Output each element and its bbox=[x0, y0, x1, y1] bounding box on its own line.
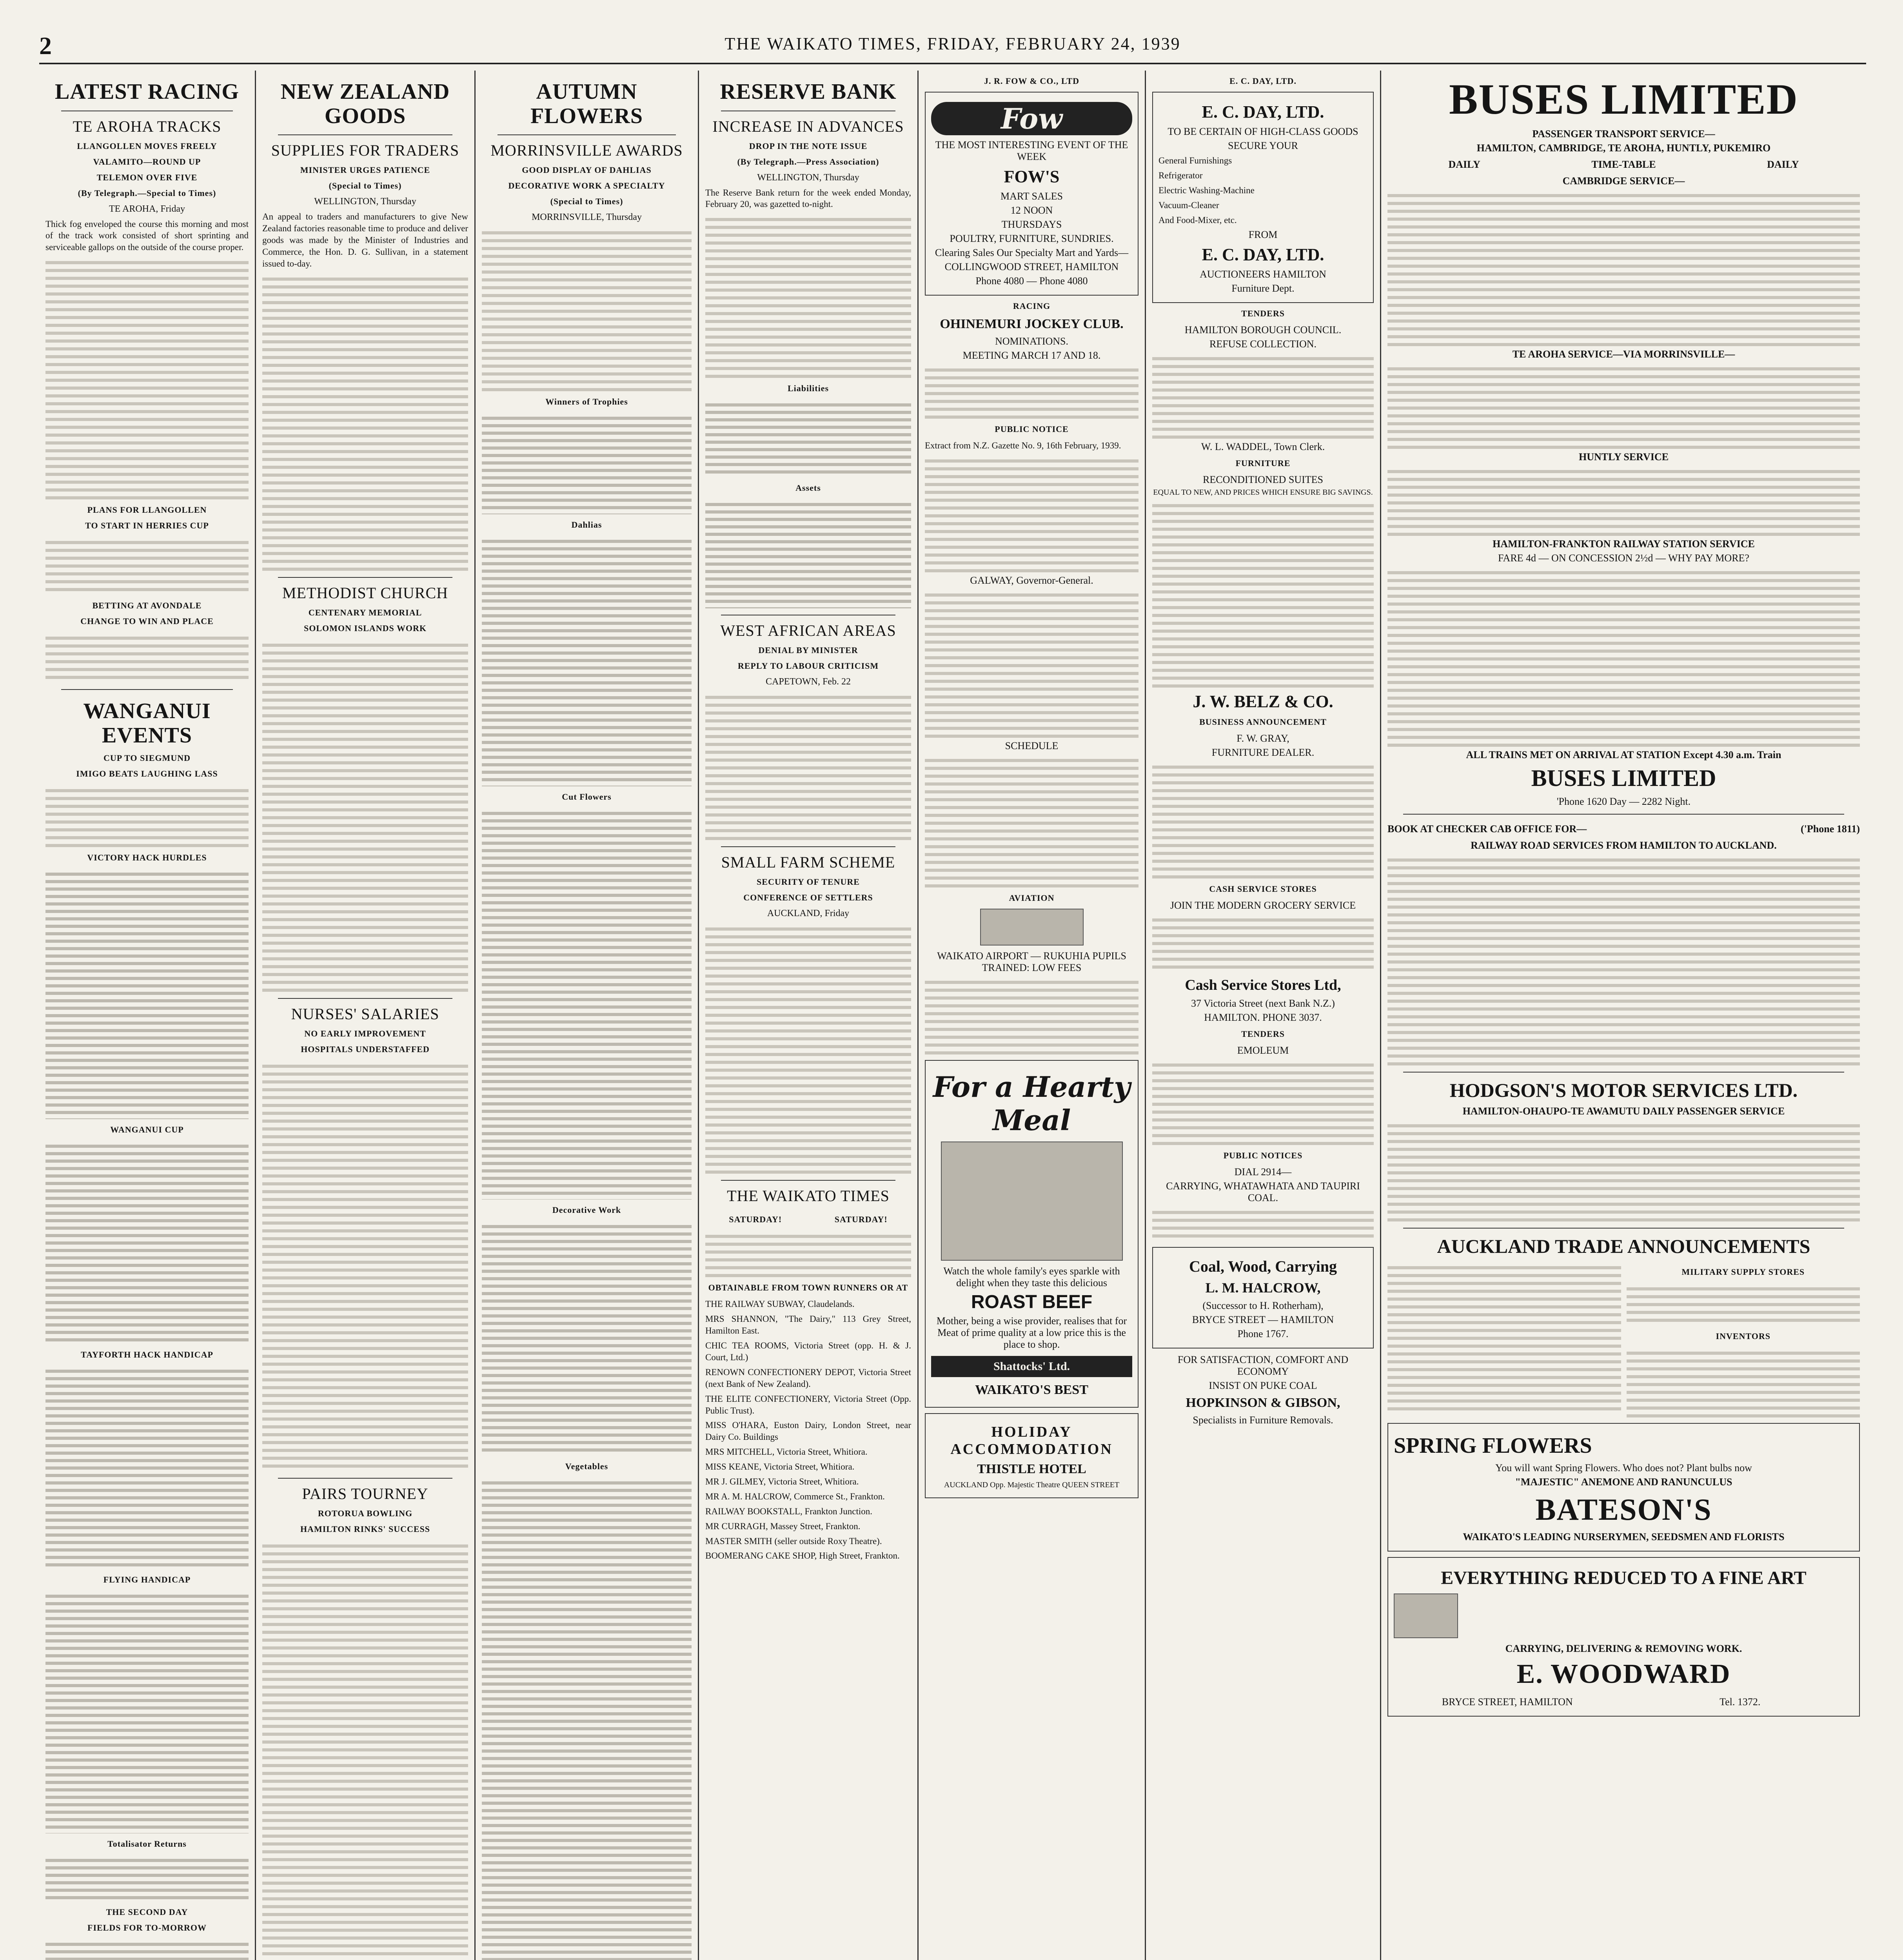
classified-filler bbox=[1627, 1347, 1860, 1417]
ad-text: AUCTIONEERS HAMILTON bbox=[1200, 269, 1326, 280]
fow-logo: Fow bbox=[931, 102, 1132, 135]
ad-text: DAILY bbox=[1767, 159, 1799, 170]
subhead: SOLOMON ISLANDS WORK bbox=[304, 623, 427, 633]
classified-filler bbox=[1387, 1261, 1621, 1410]
ad-text: SECURE YOUR bbox=[1228, 140, 1298, 151]
saturday-label: SATURDAY! bbox=[729, 1214, 782, 1225]
divider bbox=[498, 134, 676, 135]
section-label: MILITARY SUPPLY STORES bbox=[1681, 1267, 1805, 1277]
agent-item: RENOWN CONFECTIONERY DEPOT, Victoria Street (next Bank of New Zealand). bbox=[705, 1367, 911, 1389]
agent-item: MRS MITCHELL, Victoria Street, Whitiora. bbox=[705, 1447, 868, 1457]
council-name: HAMILTON BOROUGH COUNCIL. bbox=[1184, 324, 1342, 336]
listing-filler bbox=[1152, 1059, 1374, 1145]
newspaper-title: THE WAIKATO TIMES, FRIDAY, FEBRUARY 24, 1939 bbox=[725, 34, 1181, 53]
service-title: HAMILTON-FRANKTON RAILWAY STATION SERVICE bbox=[1493, 538, 1755, 550]
results-filler bbox=[45, 1855, 249, 1902]
headline-small-farm: SMALL FARM SCHEME bbox=[721, 853, 895, 871]
classified-columns bbox=[1387, 1261, 1860, 1417]
woodward-logo: E. WOODWARD bbox=[1516, 1659, 1731, 1689]
ad-title: ROAST BEEF bbox=[971, 1291, 1093, 1312]
results-filler bbox=[45, 1365, 249, 1569]
credit: (By Telegraph.—Special to Times) bbox=[78, 188, 216, 198]
subhead: HAMILTON RINKS' SUCCESS bbox=[300, 1524, 430, 1534]
ad-text: Phone 1767. bbox=[1237, 1328, 1289, 1340]
subhead: TAYFORTH HACK HANDICAP bbox=[81, 1350, 213, 1360]
ad-text: HAMILTON. PHONE 3037. bbox=[1204, 1012, 1322, 1024]
results-filler bbox=[482, 1477, 692, 1960]
subhead: VALAMITO—ROUND UP bbox=[93, 156, 201, 167]
headline-morrinsville: MORRINSVILLE AWARDS bbox=[490, 142, 683, 160]
column-nz-goods bbox=[255, 71, 474, 1960]
ad-text: WAIKATO AIRPORT — RUKUHIA PUPILS TRAINED: LOW FEES bbox=[937, 950, 1126, 973]
subhead: TELEMON OVER FIVE bbox=[96, 172, 198, 182]
agent-item: MR J. GILMEY, Victoria Street, Whitiora. bbox=[705, 1476, 859, 1486]
ad-text: Phone 4080 — Phone 4080 bbox=[975, 275, 1088, 287]
ad-text: BRYCE STREET, HAMILTON bbox=[1442, 1696, 1573, 1708]
section-label: PUBLIC NOTICE bbox=[995, 424, 1069, 434]
headline-latest-racing: LATEST RACING bbox=[55, 80, 239, 104]
article-paragraph: An appeal to traders and manufacturers to give New Zealand factories reasonable time to produce and deliver goods was made by the Minister of Industries and Commerce, the Hon. D. G. Sullivan, in a statement issued to-day. bbox=[262, 212, 468, 269]
divider bbox=[721, 846, 895, 847]
shattocks-logo: Shattocks' Ltd. bbox=[931, 1356, 1132, 1377]
results-filler bbox=[482, 808, 692, 1200]
subhead: DECORATIVE WORK A SPECIALTY bbox=[508, 181, 665, 191]
ad-text: 'Phone 1620 Day — 2282 Night. bbox=[1556, 796, 1691, 807]
section-label: CASH SERVICE STORES bbox=[1209, 884, 1317, 894]
ad-title: L. M. HALCROW, bbox=[1205, 1280, 1321, 1296]
removal-van-illustration bbox=[1394, 1593, 1458, 1638]
results-filler bbox=[482, 535, 692, 786]
ad-text: THURSDAYS bbox=[1001, 219, 1062, 230]
ad-text: Furniture Dept. bbox=[1231, 283, 1295, 294]
dateline: MORRINSVILLE, Thursday bbox=[532, 212, 642, 223]
headline-nz-goods: NEW ZEALAND GOODS bbox=[280, 80, 450, 128]
agent-item: MASTER SMITH (seller outside Roxy Theatre). bbox=[705, 1536, 882, 1546]
service-title: TE AROHA SERVICE—VIA MORRINSVILLE— bbox=[1512, 348, 1735, 360]
section-label: AVIATION bbox=[1009, 893, 1055, 903]
headline-west-african: WEST AFRICAN AREAS bbox=[720, 622, 896, 640]
subhead: DROP IN THE NOTE ISSUE bbox=[749, 141, 868, 151]
article-body-filler bbox=[262, 1540, 468, 1960]
ad-text: Mother, being a wise provider, realises that for Meat of prime quality at a low price this is the place to shop. bbox=[936, 1315, 1127, 1350]
subhead: CONFERENCE OF SETTLERS bbox=[743, 893, 873, 903]
credit: (By Telegraph.—Press Association) bbox=[737, 156, 879, 167]
subhead: MINISTER URGES PATIENCE bbox=[300, 165, 430, 175]
ad-title: SPRING FLOWERS bbox=[1394, 1434, 1592, 1458]
credit: (Special to Times) bbox=[550, 196, 623, 207]
table-filler bbox=[705, 399, 911, 477]
signature: W. L. WADDEL, Town Clerk. bbox=[1201, 441, 1325, 453]
section-label: FURNITURE bbox=[1235, 458, 1291, 468]
subhead: Winners of Trophies bbox=[545, 397, 628, 407]
ad-item: General Furnishings bbox=[1159, 156, 1232, 165]
subhead: Totalisator Returns bbox=[107, 1839, 187, 1849]
ad-title: DIAL 2914— bbox=[1234, 1166, 1292, 1178]
subhead: WANGANUI CUP bbox=[110, 1125, 184, 1135]
subhead: SECURITY OF TENURE bbox=[757, 877, 860, 887]
subhead: DENIAL BY MINISTER bbox=[758, 645, 858, 655]
section-label: INVENTORS bbox=[1716, 1331, 1770, 1341]
subhead: Assets bbox=[795, 483, 821, 493]
timetable-header bbox=[1387, 156, 1860, 173]
column-buses bbox=[1380, 71, 1866, 1960]
agent-item: THE RAILWAY SUBWAY, Claudelands. bbox=[705, 1299, 855, 1309]
article-body-filler bbox=[705, 1230, 911, 1277]
listing-filler bbox=[1152, 761, 1374, 878]
timetable-filler bbox=[1387, 189, 1860, 346]
divider bbox=[721, 1180, 895, 1181]
subhead: GOOD DISPLAY OF DAHLIAS bbox=[522, 165, 652, 175]
hotel-address: AUCKLAND Opp. Majestic Theatre QUEEN STREET bbox=[944, 1480, 1120, 1489]
ad-headline: For a Hearty Meal bbox=[933, 1070, 1131, 1137]
buses-logo: BUSES LIMITED bbox=[1531, 765, 1716, 791]
batesons-ad bbox=[1387, 1423, 1860, 1552]
article-paragraph: The Reserve Bank return for the week ended Monday, February 20, was gazetted to-night. bbox=[705, 187, 911, 209]
ad-text: WAIKATO'S LEADING NURSERYMEN, SEEDSMEN AND FLORISTS bbox=[1463, 1531, 1785, 1543]
section-title: AUCKLAND TRADE ANNOUNCEMENTS bbox=[1437, 1235, 1810, 1257]
agent-item: RAILWAY BOOKSTALL, Frankton Junction. bbox=[705, 1506, 872, 1516]
article-body-filler bbox=[705, 213, 911, 378]
timetable-filler bbox=[1387, 854, 1860, 1065]
results-filler bbox=[45, 1590, 249, 1833]
dateline: AUCKLAND, Friday bbox=[767, 908, 850, 919]
agent-item: THE ELITE CONFECTIONERY, Victoria Street (Opp. Public Trust). bbox=[705, 1394, 911, 1416]
ad-text: ALL TRAINS MET ON ARRIVAL AT STATION Except 4.30 a.m. Train bbox=[1466, 749, 1781, 760]
ad-text: BRYCE STREET — HAMILTON bbox=[1192, 1314, 1334, 1326]
column-racing bbox=[39, 71, 255, 1960]
article-body-filler bbox=[45, 632, 249, 683]
headline-wanganui-events: WANGANUI EVENTS bbox=[83, 699, 211, 748]
article-body-filler bbox=[45, 256, 249, 499]
ad-label: J. R. FOW & CO., LTD bbox=[984, 76, 1080, 86]
subhead: NO EARLY IMPROVEMENT bbox=[304, 1028, 426, 1038]
agent-item: MISS KEANE, Victoria Street, Whitiora. bbox=[705, 1462, 855, 1472]
ad-text: TIME-TABLE bbox=[1591, 159, 1656, 170]
classified-left bbox=[1387, 1261, 1621, 1417]
ad-text: "MAJESTIC" ANEMONE AND RANUNCULUS bbox=[1515, 1476, 1732, 1488]
subhead: CHANGE TO WIN AND PLACE bbox=[80, 616, 214, 626]
results-filler bbox=[482, 1221, 692, 1456]
ad-text: POULTRY, FURNITURE, SUNDRIES. bbox=[950, 233, 1114, 244]
subhead: HOSPITALS UNDERSTAFFED bbox=[301, 1044, 430, 1054]
ad-title: EMOLEUM bbox=[1237, 1045, 1289, 1056]
section-label: RACING bbox=[1013, 301, 1051, 311]
notice-filler bbox=[1152, 352, 1374, 439]
divider bbox=[1403, 1072, 1844, 1073]
section-label: TENDERS bbox=[1241, 309, 1285, 319]
batesons-logo: BATESON'S bbox=[1535, 1492, 1712, 1526]
ad-text: You will want Spring Flowers. Who does not? Plant bulbs now bbox=[1495, 1462, 1752, 1474]
woodward-footer bbox=[1394, 1694, 1854, 1710]
ad-title: F. W. GRAY, bbox=[1237, 733, 1289, 744]
page-number: 2 bbox=[39, 32, 52, 60]
ec-day-ad bbox=[1152, 92, 1374, 303]
article-body-filler bbox=[262, 273, 468, 571]
subhead: LLANGOLLEN MOVES FREELY bbox=[77, 141, 217, 151]
divider bbox=[278, 134, 452, 135]
ad-text: COLLINGWOOD STREET, HAMILTON bbox=[944, 261, 1119, 272]
subhead: VICTORY HACK HURDLES bbox=[87, 853, 207, 863]
subhead: BETTING AT AVONDALE bbox=[92, 601, 202, 611]
subhead: PLANS FOR LLANGOLLEN bbox=[87, 505, 207, 515]
article-body-filler bbox=[482, 227, 692, 391]
ad-title: E. C. DAY, LTD. bbox=[1202, 245, 1324, 265]
checker-header bbox=[1387, 821, 1860, 837]
section-label: PUBLIC NOTICES bbox=[1223, 1151, 1303, 1161]
listing-filler bbox=[1152, 1206, 1374, 1241]
dateline: WELLINGTON, Thursday bbox=[314, 196, 416, 207]
article-body-filler bbox=[45, 784, 249, 847]
club-name: OHINEMURI JOCKEY CLUB. bbox=[940, 317, 1124, 331]
ad-title: Coal, Wood, Carrying bbox=[1189, 1258, 1337, 1276]
ad-text: FROM bbox=[1248, 229, 1278, 241]
listing-filler bbox=[1152, 914, 1374, 973]
shattocks-ad bbox=[925, 1060, 1139, 1408]
holiday-ad bbox=[925, 1413, 1139, 1498]
subhead: OBTAINABLE FROM TOWN RUNNERS OR AT bbox=[708, 1283, 908, 1293]
divider bbox=[278, 998, 452, 999]
ad-text: BOOK AT CHECKER CAB OFFICE FOR— bbox=[1387, 823, 1587, 835]
subhead: REPLY TO LABOUR CRITICISM bbox=[737, 661, 879, 671]
article-paragraph: Thick fog enveloped the course this morning and most of the track work consisted of short sprinting and serviceable gallops on the outside of the course proper. bbox=[45, 219, 249, 252]
saturday-label: SATURDAY! bbox=[834, 1214, 888, 1225]
ad-text: ('Phone 1811) bbox=[1801, 823, 1860, 835]
ad-title: Cash Service Stores Ltd, bbox=[1185, 977, 1341, 994]
ad-text: EQUAL TO NEW, AND PRICES WHICH ENSURE BIG SAVINGS. bbox=[1153, 488, 1373, 497]
ad-text: (Successor to H. Rotherham), bbox=[1202, 1300, 1324, 1312]
ad-text: THE MOST INTERESTING EVENT OF THE WEEK bbox=[935, 139, 1128, 162]
ad-text: Tel. 1372. bbox=[1720, 1696, 1761, 1708]
article-body-filler bbox=[262, 1060, 468, 1472]
agent-item: MRS SHANNON, "The Dairy," 113 Grey Street, Hamilton East. bbox=[705, 1314, 911, 1336]
results-filler bbox=[482, 412, 692, 514]
subhead: Liabilities bbox=[787, 383, 829, 394]
agent-item: MR CURRAGH, Massey Street, Frankton. bbox=[705, 1521, 861, 1531]
halcrow-ad bbox=[1152, 1247, 1374, 1348]
ad-item: Refrigerator bbox=[1159, 170, 1203, 180]
agent-item: MISS O'HARA, Euston Dairy, London Street, near Dairy Co. Buildings bbox=[705, 1420, 911, 1442]
ad-title: J. W. BELZ & CO. bbox=[1193, 692, 1333, 711]
subhead: CENTENARY MEMORIAL bbox=[308, 607, 422, 617]
subhead: Vegetables bbox=[565, 1461, 608, 1472]
ad-text: RAILWAY ROAD SERVICES FROM HAMILTON TO AUCKLAND. bbox=[1471, 840, 1777, 851]
article-body-filler bbox=[262, 639, 468, 992]
section-label: BUSINESS ANNOUNCEMENT bbox=[1199, 717, 1327, 727]
headline-waikato-times: THE WAIKATO TIMES bbox=[727, 1187, 890, 1205]
ad-text: 37 Victoria Street (next Bank N.Z.) bbox=[1191, 998, 1335, 1009]
table-filler bbox=[705, 499, 911, 608]
classified-filler bbox=[1627, 1283, 1860, 1326]
results-filler bbox=[45, 1938, 249, 1960]
ad-text: MART SALES bbox=[1000, 191, 1063, 202]
section-label: TENDERS bbox=[1241, 1029, 1285, 1039]
credit: (Special to Times) bbox=[329, 181, 402, 191]
ad-text: Watch the whole family's eyes sparkle with delight when they taste this delicious bbox=[943, 1265, 1120, 1289]
ad-text: 12 NOON bbox=[1010, 205, 1053, 216]
ad-text: FARE 4d — ON CONCESSION 2½d — WHY PAY MORE? bbox=[1498, 552, 1749, 564]
masthead bbox=[39, 27, 1866, 64]
ad-text: Specialists in Furniture Removals. bbox=[1193, 1414, 1333, 1426]
column-reserve-bank bbox=[698, 71, 917, 1960]
subhead: CUP TO SIEGMUND bbox=[103, 753, 191, 763]
aero-logo bbox=[980, 909, 1084, 946]
subhead: TO START IN HERRIES CUP bbox=[85, 521, 209, 531]
service-title: CAMBRIDGE SERVICE— bbox=[1562, 175, 1685, 187]
ad-title: EVERYTHING REDUCED TO A FINE ART bbox=[1441, 1568, 1807, 1588]
headline-pairs-tourney: PAIRS TOURNEY bbox=[302, 1485, 429, 1503]
headline-increase-advances: INCREASE IN ADVANCES bbox=[712, 117, 904, 135]
timetable-filler bbox=[1387, 363, 1860, 449]
agent-item: CHIC TEA ROOMS, Victoria Street (opp. H. & J. Court, Ltd.) bbox=[705, 1341, 911, 1362]
column-fow bbox=[917, 71, 1145, 1960]
subhead: THE SECOND DAY bbox=[106, 1907, 188, 1917]
ad-text: Clearing Sales Our Specialty Mart and Yards— bbox=[935, 247, 1129, 258]
subhead: Decorative Work bbox=[552, 1205, 621, 1215]
ad-item: Electric Washing-Machine bbox=[1159, 185, 1255, 195]
headline-te-aroha: TE AROHA TRACKS bbox=[73, 117, 222, 135]
ad-text: INSIST ON PUKE COAL bbox=[1209, 1380, 1317, 1392]
divider bbox=[1403, 1228, 1844, 1229]
article-body-filler bbox=[45, 536, 249, 595]
subhead: FIELDS FOR TO-MORROW bbox=[87, 1923, 207, 1933]
headline-methodist: METHODIST CHURCH bbox=[282, 584, 449, 602]
listing-filler bbox=[1152, 499, 1374, 688]
schedule-title: SCHEDULE bbox=[1005, 740, 1059, 751]
ad-text: HAMILTON, CAMBRIDGE, TE AROHA, HUNTLY, PUKEMIRO bbox=[1476, 142, 1771, 154]
woodward-ad bbox=[1387, 1557, 1860, 1717]
notice-filler bbox=[925, 589, 1139, 738]
service-title: HUNTLY SERVICE bbox=[1578, 451, 1669, 463]
divider bbox=[1403, 814, 1844, 815]
saturday-row bbox=[705, 1209, 911, 1230]
signature: GALWAY, Governor-General. bbox=[970, 574, 1093, 586]
timetable-filler bbox=[1387, 566, 1860, 747]
ad-item: And Food-Mixer, etc. bbox=[1159, 215, 1237, 225]
divider bbox=[278, 1478, 452, 1479]
gazette-extract: Extract from N.Z. Gazette No. 9, 16th February, 1939. bbox=[925, 441, 1121, 450]
fow-ad bbox=[925, 92, 1139, 296]
ad-text: JOIN THE MODERN GROCERY SERVICE bbox=[1170, 900, 1356, 911]
headline-reserve-bank: RESERVE BANK bbox=[720, 80, 897, 104]
ad-text: CARRYING, DELIVERING & REMOVING WORK. bbox=[1505, 1643, 1742, 1654]
notice-filler bbox=[925, 754, 1139, 887]
column-autumn-flowers bbox=[474, 71, 698, 1960]
timetable-filler bbox=[1387, 1120, 1860, 1221]
hotel-name: THISTLE HOTEL bbox=[977, 1461, 1086, 1476]
ad-title: E. C. DAY, LTD. bbox=[1202, 102, 1324, 122]
ad-title: FOW'S bbox=[1004, 167, 1060, 186]
article-body-filler bbox=[705, 691, 911, 840]
ad-text: FOR SATISFACTION, COMFORT AND ECONOMY bbox=[1177, 1354, 1349, 1377]
notice-title: REFUSE COLLECTION. bbox=[1209, 338, 1316, 350]
dateline: TE AROHA, Friday bbox=[109, 203, 185, 214]
ad-title: HOPKINSON & GIBSON, bbox=[1186, 1396, 1340, 1410]
subhead: Cut Flowers bbox=[562, 792, 612, 802]
notice-filler bbox=[925, 455, 1139, 572]
timetable-filler bbox=[1387, 465, 1860, 536]
agent-item: MR A. M. HALCROW, Commerce St., Frankton. bbox=[705, 1491, 885, 1501]
notice-filler bbox=[925, 976, 1139, 1054]
column-ec-day bbox=[1145, 71, 1380, 1960]
classified-right bbox=[1627, 1261, 1860, 1417]
results-filler bbox=[45, 1140, 249, 1344]
ad-text: NOMINATIONS. bbox=[995, 336, 1069, 347]
family-illustration bbox=[941, 1142, 1123, 1261]
ad-text: TO BE CERTAIN OF HIGH-CLASS GOODS bbox=[1168, 126, 1358, 137]
ad-text: MEETING MARCH 17 AND 18. bbox=[962, 350, 1101, 361]
buses-logo: BUSES LIMITED bbox=[1449, 75, 1798, 123]
ad-text: FURNITURE DEALER. bbox=[1211, 747, 1315, 759]
ad-text: CARRYING, WHATAWHATA AND TAUPIRI COAL. bbox=[1166, 1180, 1360, 1204]
subhead: IMIGO BEATS LAUGHING LASS bbox=[76, 769, 218, 779]
ad-title: WAIKATO'S BEST bbox=[975, 1382, 1088, 1397]
ad-title: RECONDITIONED SUITES bbox=[1203, 474, 1323, 486]
agent-item: BOOMERANG CAKE SHOP, High Street, Frankton. bbox=[705, 1551, 900, 1561]
headline-supplies: SUPPLIES FOR TRADERS bbox=[271, 142, 459, 160]
headline-autumn-flowers: AUTUMN FLOWERS bbox=[530, 80, 643, 128]
divider bbox=[61, 689, 233, 690]
ad-text: HAMILTON-OHAUPO-TE AWAMUTU DAILY PASSENGER SERVICE bbox=[1462, 1105, 1785, 1117]
ad-text: PASSENGER TRANSPORT SERVICE— bbox=[1532, 128, 1715, 140]
subhead: Dahlias bbox=[571, 520, 602, 530]
ad-title: HODGSON'S MOTOR SERVICES LTD. bbox=[1449, 1079, 1798, 1101]
holiday-title: HOLIDAY ACCOMMODATION bbox=[950, 1423, 1113, 1457]
notice-filler bbox=[925, 364, 1139, 419]
subhead: ROTORUA BOWLING bbox=[318, 1508, 413, 1518]
ad-item: Vacuum-Cleaner bbox=[1159, 200, 1219, 210]
divider bbox=[278, 577, 452, 578]
ad-label: E. C. DAY, LTD. bbox=[1229, 76, 1297, 86]
headline-nurses: NURSES' SALARIES bbox=[291, 1005, 439, 1023]
subhead: FLYING HANDICAP bbox=[103, 1575, 191, 1585]
dateline: CAPETOWN, Feb. 22 bbox=[766, 677, 851, 687]
article-body-filler bbox=[705, 923, 911, 1174]
dateline: WELLINGTON, Thursday bbox=[757, 172, 859, 183]
ad-text: DAILY bbox=[1448, 159, 1480, 170]
results-filler bbox=[45, 868, 249, 1119]
